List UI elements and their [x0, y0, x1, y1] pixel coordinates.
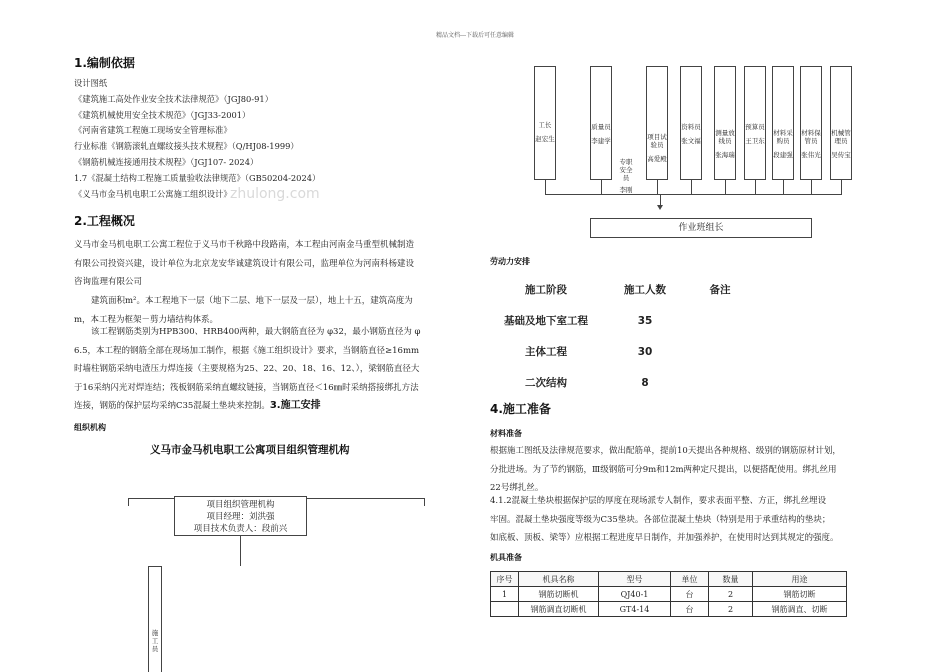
machine-header-row [491, 572, 847, 587]
role-box [534, 66, 556, 180]
org-label: 组织机构 [74, 423, 106, 432]
worker-box [148, 566, 162, 672]
org-chart-roles [530, 66, 870, 246]
role-title: 材料采购员 [773, 129, 793, 145]
org-chart [126, 492, 426, 672]
reference-item: 设计图纸 [74, 78, 108, 88]
role-person: 赵宏生 [535, 135, 555, 143]
labor-header: 备注 [709, 284, 731, 296]
role-title: 资料员 [681, 123, 701, 131]
machine-cell: 钢筋切断机 [519, 587, 599, 602]
text-line: 牢固。混凝土垫块强度等级为C35垫块。各部位混凝土垫块（特别是用于承重结构的垫块； [490, 514, 831, 525]
role-box [646, 66, 668, 180]
role-title: 专职安全员 [619, 158, 633, 182]
machine-header: 序号 [491, 572, 519, 587]
labor-header-row [492, 274, 750, 305]
role-title: 测量放线员 [715, 129, 735, 145]
labor-stage: 基础及地下室工程 [504, 315, 588, 327]
text-line: 根据施工图纸及法律规范要求，做出配筋单，提前10天提出各种规格、级别的钢筋原材计划， [490, 446, 841, 456]
text-line: 有限公司投资兴建，设计单位为北京龙安华诚建筑设计有限公司，监理单位为河南科杨建设 [74, 258, 415, 269]
machine-cell: GT4-14 [599, 602, 671, 617]
machine-cell [491, 602, 519, 617]
section4-title: 4.施工准备 [490, 402, 551, 416]
text-line: 建筑面积m²。本工程地下一层（地下二层、地下一层及一层），地上十五，建筑高度为 [91, 296, 413, 306]
text-line: 分批进场。为了节约钢筋，Ⅲ级钢筋可分9m和12m两种定尺提出，以便搭配使用。绑扎丝用 [490, 464, 837, 475]
text-line: 义马市金马机电职工公寓工程位于义马市千秋路中段路南，本工程由河南金马重型机械制造 [74, 240, 415, 250]
labor-stage: 二次结构 [525, 377, 567, 389]
material-para [490, 442, 890, 498]
role-person: 李建学 [591, 137, 611, 145]
role-box [830, 66, 852, 180]
text-line: 22号绑扎丝。 [490, 483, 544, 493]
reference-item: 《钢筋机械连接通用技术规程》（JGJ107- 2024） [74, 156, 259, 167]
machine-cell: 钢筋切断 [753, 587, 847, 602]
role-box [714, 66, 736, 180]
labor-count: 30 [637, 345, 653, 358]
text-line: 该工程钢筋类别为HPB300、HRB400两种，最大钢筋直径为 φ32，最小钢筋直径为 φ [91, 327, 421, 337]
labor-row [492, 336, 750, 367]
role-person: 张伟光 [801, 151, 821, 159]
material-label: 材料准备 [490, 429, 522, 438]
reference-item: 1.7《混凝土结构工程施工质量验收法律规范》（GB50204-2024） [74, 172, 321, 183]
table-row [491, 587, 847, 602]
machine-header: 用途 [753, 572, 847, 587]
role-title: 机械管理员 [831, 129, 851, 145]
machine-table [490, 571, 847, 617]
machine-header: 型号 [599, 572, 671, 587]
section3-title: 3.施工安排 [269, 400, 321, 411]
role-box [772, 66, 794, 180]
reference-item: 《建筑机械使用安全技术规范》（JGJ33-2001） [74, 109, 251, 120]
text-line: 4.1.2混凝土垫块根据保护层的厚度在现场派专人制作，要求表面平整、方正，绑扎丝埋设 [490, 496, 827, 506]
role-title: 工长 [538, 121, 552, 129]
labor-title: 劳动力安排 [490, 257, 530, 266]
role-box [618, 152, 634, 194]
machine-cell: QJ40-1 [599, 587, 671, 602]
team-leader-box: 作业班组长 [590, 218, 812, 238]
role-title: 项目试验员 [647, 133, 667, 149]
machine-cell: 台 [671, 602, 709, 617]
machine-header: 单位 [671, 572, 709, 587]
role-title: 质量员 [591, 123, 611, 131]
machine-cell: 2 [709, 602, 753, 617]
reference-list [74, 76, 320, 202]
text-line: 6.5，本工程的钢筋全部在现场加工制作，根据《施工组织设计》要求，当钢筋直径≥16mm [74, 345, 420, 356]
role-person: 张文福 [681, 137, 701, 145]
reference-item: 《河南省建筑工程施工现场安全管理标准》 [74, 125, 232, 136]
role-title: 材料保管员 [801, 129, 821, 145]
labor-header: 施工阶段 [525, 284, 567, 296]
role-person: 王卫东 [745, 137, 765, 145]
reference-item: 《建筑施工高处作业安全技术法律规范》（JGJ80-91） [74, 93, 273, 104]
role-box [680, 66, 702, 180]
role-box [590, 66, 612, 180]
org-box-line: 项目经理：刘洪强 [206, 512, 275, 522]
overview-para1 [74, 236, 466, 292]
machine-cell: 1 [491, 587, 519, 602]
role-person: 张海瑞 [715, 151, 735, 159]
org-management-box [174, 496, 307, 536]
role-person: 李刚 [619, 186, 633, 194]
labor-note [690, 305, 750, 336]
machine-cell: 钢筋调直切断机 [519, 602, 599, 617]
org-box-line: 项目组织管理机构 [206, 500, 275, 510]
spacer-para [490, 492, 890, 548]
machine-cell: 2 [709, 587, 753, 602]
machine-label: 机具准备 [490, 553, 522, 562]
text-line: 连接，钢筋的保护层均采纳C35混凝土垫块来控制。 [74, 401, 270, 411]
labor-count: 35 [637, 314, 653, 327]
role-person: 段建强 [773, 151, 793, 159]
role-person: 高爱殿 [647, 155, 667, 163]
text-line: 于16采纳闪光对焊连结；筏板钢筋采纳直螺纹链接，当钢筋直径＜16㎜时采纳搭接绑扎方法 [74, 382, 419, 393]
section1-title: 1.编制依据 [74, 56, 135, 70]
text-line: 咨询监理有限公司 [74, 277, 143, 287]
role-person: 吴传宝 [831, 151, 851, 159]
page-header: 精品文档---下载后可任意编辑 [435, 32, 515, 39]
labor-stage: 主体工程 [525, 346, 567, 358]
text-line: 如底板、顶板、梁等）应根据工程进度早日制作，并加强养护，在使用时达到其规定的强度。 [490, 533, 839, 543]
reference-item: 《义马市金马机电职工公寓施工组织设计》 [74, 188, 232, 199]
watermark: zhulong.com [230, 186, 320, 202]
labor-header: 施工人数 [624, 284, 666, 296]
labor-table [492, 274, 750, 398]
machine-cell: 台 [671, 587, 709, 602]
labor-row [492, 367, 750, 398]
role-box [744, 66, 766, 180]
overview-para3 [74, 323, 466, 416]
worker-box-label: 施工员 [151, 629, 159, 653]
reference-item: 行业标准《钢筋滚轧直螺纹接头技术规程》（Q/HJ08-1999） [74, 141, 299, 152]
machine-cell: 钢筋调直、切断 [753, 602, 847, 617]
text-line: m，本工程为框架－剪力墙结构体系。 [74, 314, 219, 325]
labor-count: 8 [641, 376, 649, 389]
machine-header: 机具名称 [519, 572, 599, 587]
labor-row [492, 305, 750, 336]
table-row [491, 602, 847, 617]
section2-title: 2.工程概况 [74, 214, 135, 228]
org-chart-title: 义马市金马机电职工公寓项目组织管理机构 [150, 444, 350, 456]
role-box [800, 66, 822, 180]
text-line: 时墙柱钢筋采纳电渣压力焊连接（主要规格为25、22、20、18、16、12、），梁钢筋直径大 [74, 364, 420, 374]
machine-header: 数量 [709, 572, 753, 587]
org-box-line: 项目技术负责人：段前兴 [193, 524, 288, 534]
labor-note [690, 367, 750, 398]
role-title: 预算员 [745, 123, 765, 131]
labor-note [690, 336, 750, 367]
